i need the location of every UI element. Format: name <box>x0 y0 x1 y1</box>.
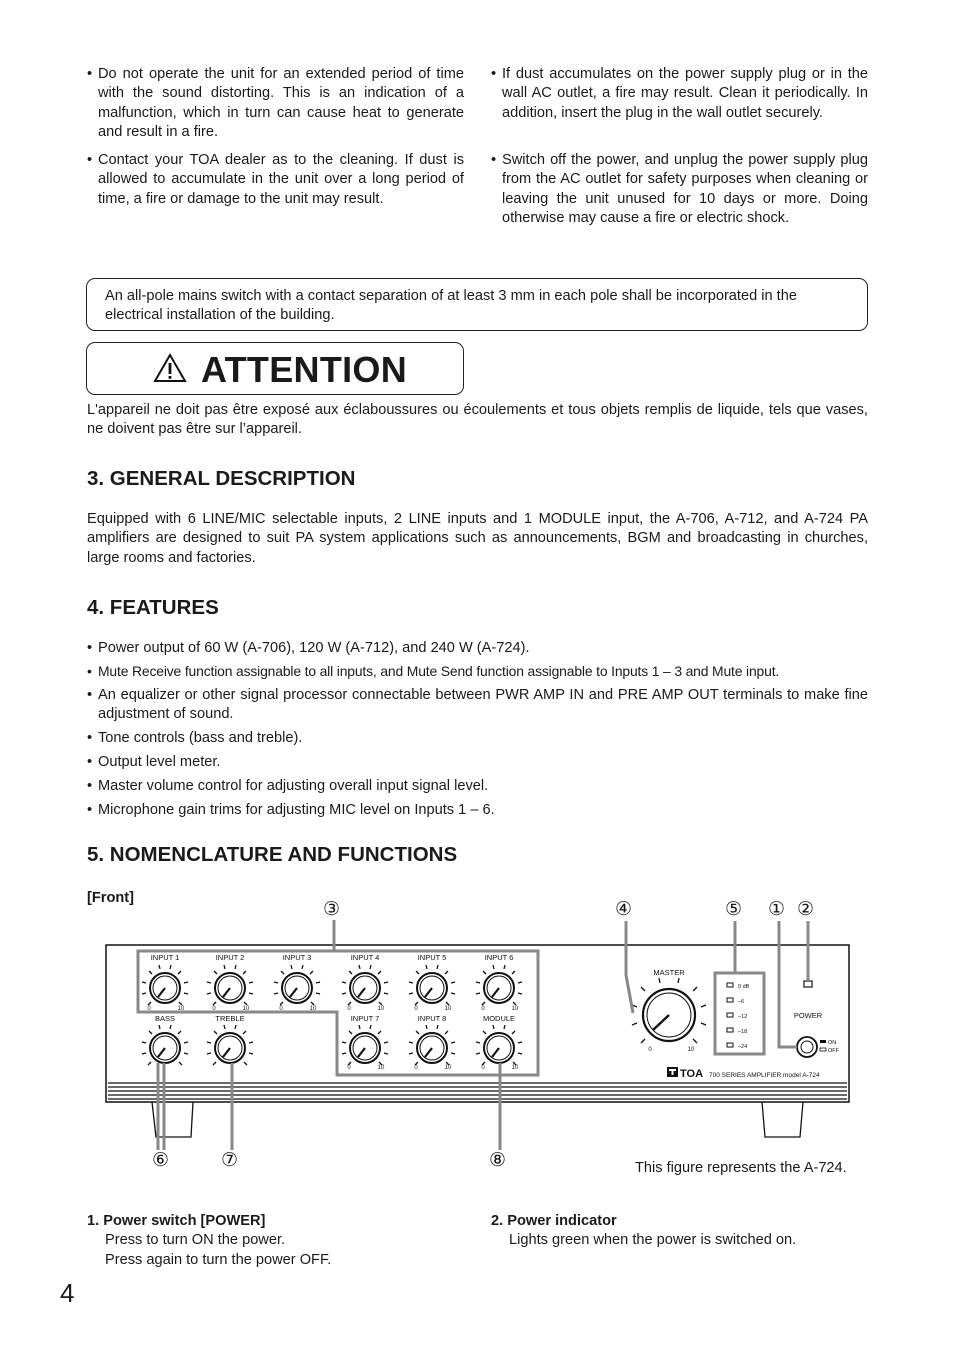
mains-notice-text: An all-pole mains switch with a contact separation of at least 3 mm in each pole shall be incorporated in the electrical installation of the building. <box>105 288 797 324</box>
knob-label: INPUT 4 <box>350 953 380 962</box>
meter-label: 0 dB <box>738 984 750 990</box>
feature-item: • An equalizer or other signal processor connectable between PWR AMP IN and PRE AMP OUT terminals to make fine adjustment of sound. <box>87 687 868 723</box>
callout-2: ② <box>797 898 815 920</box>
feature-item: • Microphone gain trims for adjusting MIC level on Inputs 1 – 6. <box>87 802 495 818</box>
scale-max: 10 <box>444 1065 452 1071</box>
warning-text: Contact your TOA dealer as to the cleaning. If dust is allowed to accumulate in the unit over a long period of time, a fire or damage to the unit may result. <box>98 152 464 207</box>
feature-item: • Power output of 60 W (A-706), 120 W (A-712), and 240 W (A-724). <box>87 640 530 656</box>
scale-max: 10 <box>511 1065 519 1071</box>
power-label: POWER <box>793 1011 823 1020</box>
scale-min: 0 <box>347 1006 351 1012</box>
scale-max: 10 <box>309 1006 317 1012</box>
warning-item: • Switch off the power, and unplug the power supply plug from the AC outlet for safety purposes when cleaning or leaving the unit unused for 10 days or more. Doing otherwise may cause a fire or electric shock. <box>491 151 868 228</box>
warning-item: • Contact your TOA dealer as to the cleaning. If dust is allowed to accumulate in the unit over a long period of time, a fire or damage to the unit may result. <box>87 151 464 209</box>
scale-min: 0 <box>481 1006 485 1012</box>
callout-8: ⑧ <box>489 1149 507 1171</box>
knob-label: TREBLE <box>215 1014 245 1023</box>
scale-min: 0 <box>347 1065 351 1071</box>
item-line: Press again to turn the power OFF. <box>105 1251 332 1268</box>
feature-item: • Tone controls (bass and treble). <box>87 730 303 746</box>
callout-5: ⑤ <box>725 898 743 920</box>
power-indicator-led <box>804 981 812 987</box>
model-label: 700 SERIES AMPLIFIER model A-724 <box>709 1072 820 1079</box>
master-label: MASTER <box>653 968 685 977</box>
section-heading-nomenclature: 5. NOMENCLATURE AND FUNCTIONS <box>87 843 458 866</box>
item-line: Press to turn ON the power. <box>105 1232 286 1249</box>
scale-max: 10 <box>444 1006 452 1012</box>
item-title: 2. Power indicator <box>491 1213 617 1229</box>
meter-label: –24 <box>738 1044 748 1050</box>
off-label: OFF <box>828 1048 839 1054</box>
attention-title: ATTENTION <box>201 349 408 390</box>
feature-item: • Mute Receive function assignable to all inputs, and Mute Send function assignable to Inputs 1 – 3 and Mute input. <box>87 663 780 679</box>
scale-min: 0 <box>414 1006 418 1012</box>
feature-item: • Master volume control for adjusting overall input signal level. <box>87 778 489 794</box>
scale-max: 10 <box>687 1047 695 1053</box>
callout-4: ④ <box>615 898 633 920</box>
warning-item: • Do not operate the unit for an extended period of time with the sound distorting. This is an indication of a malfunction, which in turn can cause heat to generate and result in a fire. <box>87 65 464 142</box>
scale-min: 0 <box>481 1065 485 1071</box>
item-title: 1. Power switch [POWER] <box>87 1213 266 1229</box>
knob-label: INPUT 2 <box>215 953 245 962</box>
scale-min: 0 <box>414 1065 418 1071</box>
scale-min: 0 <box>147 1006 151 1012</box>
warning-text: Do not operate the unit for an extended period of time with the sound distorting. This is an indication of a malfunction, which in turn can cause heat to generate and result in a fire. <box>98 66 464 140</box>
brand-logo: TOA <box>680 1068 704 1080</box>
on-label: ON <box>828 1040 837 1046</box>
callout-6: ⑥ <box>152 1149 170 1171</box>
warning-item: • If dust accumulates on the power supply plug or in the wall AC outlet, a fire may result. Clean it periodically. In addition, insert the plug in the wall outlet securely. <box>491 65 868 123</box>
meter-label: –6 <box>738 999 745 1005</box>
warning-text: If dust accumulates on the power supply plug or in the wall AC outlet, a fire may result. Clean it periodically. In addition, insert the plug in the wall outlet securely. <box>502 66 868 121</box>
scale-max: 10 <box>377 1065 385 1071</box>
knob-label: MODULE <box>482 1014 516 1023</box>
figure-caption: This figure represents the A-724. <box>635 1160 847 1176</box>
scale-max: 10 <box>377 1006 385 1012</box>
page-number: 4 <box>60 1278 75 1308</box>
section-heading-general: 3. GENERAL DESCRIPTION <box>87 467 356 490</box>
toa-logo-mark <box>667 1067 678 1077</box>
feature-item: • Output level meter. <box>87 754 221 770</box>
knob-label: INPUT 1 <box>150 953 180 962</box>
meter-label: –12 <box>738 1014 748 1020</box>
scale-max: 10 <box>511 1006 519 1012</box>
knob-label: INPUT 8 <box>417 1014 447 1023</box>
item-power-indicator <box>491 1212 868 1251</box>
item-power-switch <box>87 1212 467 1270</box>
scale-min: 0 <box>212 1006 216 1012</box>
knob-label: INPUT 6 <box>484 953 514 962</box>
knob-label: BASS <box>154 1014 176 1023</box>
section-heading-features: 4. FEATURES <box>87 596 219 619</box>
callout-7: ⑦ <box>221 1149 239 1171</box>
front-label: [Front] <box>87 890 135 906</box>
attention-text: L'appareil ne doit pas être exposé aux éclaboussures ou écoulements et tous objets remplis de liquide, tels que vases, ne doivent pas être sur l’appareil. <box>87 402 868 438</box>
general-description-text: Equipped with 6 LINE/MIC selectable inputs, 2 LINE inputs and 1 MODULE input, the A-706, A-712, and A-724 PA amplifiers are designed to suit PA system applications such as announcements, BGM and broadcasting in churches, large rooms and factories. <box>87 511 868 566</box>
meter-label: –18 <box>738 1029 748 1035</box>
knob-label: INPUT 5 <box>417 953 447 962</box>
warning-text: Switch off the power, and unplug the power supply plug from the AC outlet for safety purposes when cleaning or leaving the unit unused for 10 days or more. Doing otherwise may cause a fire or electric shock. <box>502 152 868 226</box>
callout-1: ① <box>768 898 786 920</box>
scale-max: 10 <box>177 1006 185 1012</box>
power-switch[interactable] <box>797 1037 817 1057</box>
knob-label: INPUT 7 <box>350 1014 380 1023</box>
scale-max: 10 <box>242 1006 250 1012</box>
callout-3: ③ <box>323 898 341 920</box>
scale-min: 0 <box>648 1047 652 1053</box>
scale-min: 0 <box>279 1006 283 1012</box>
knob-label: INPUT 3 <box>282 953 312 962</box>
item-line: Lights green when the power is switched on. <box>509 1232 797 1249</box>
